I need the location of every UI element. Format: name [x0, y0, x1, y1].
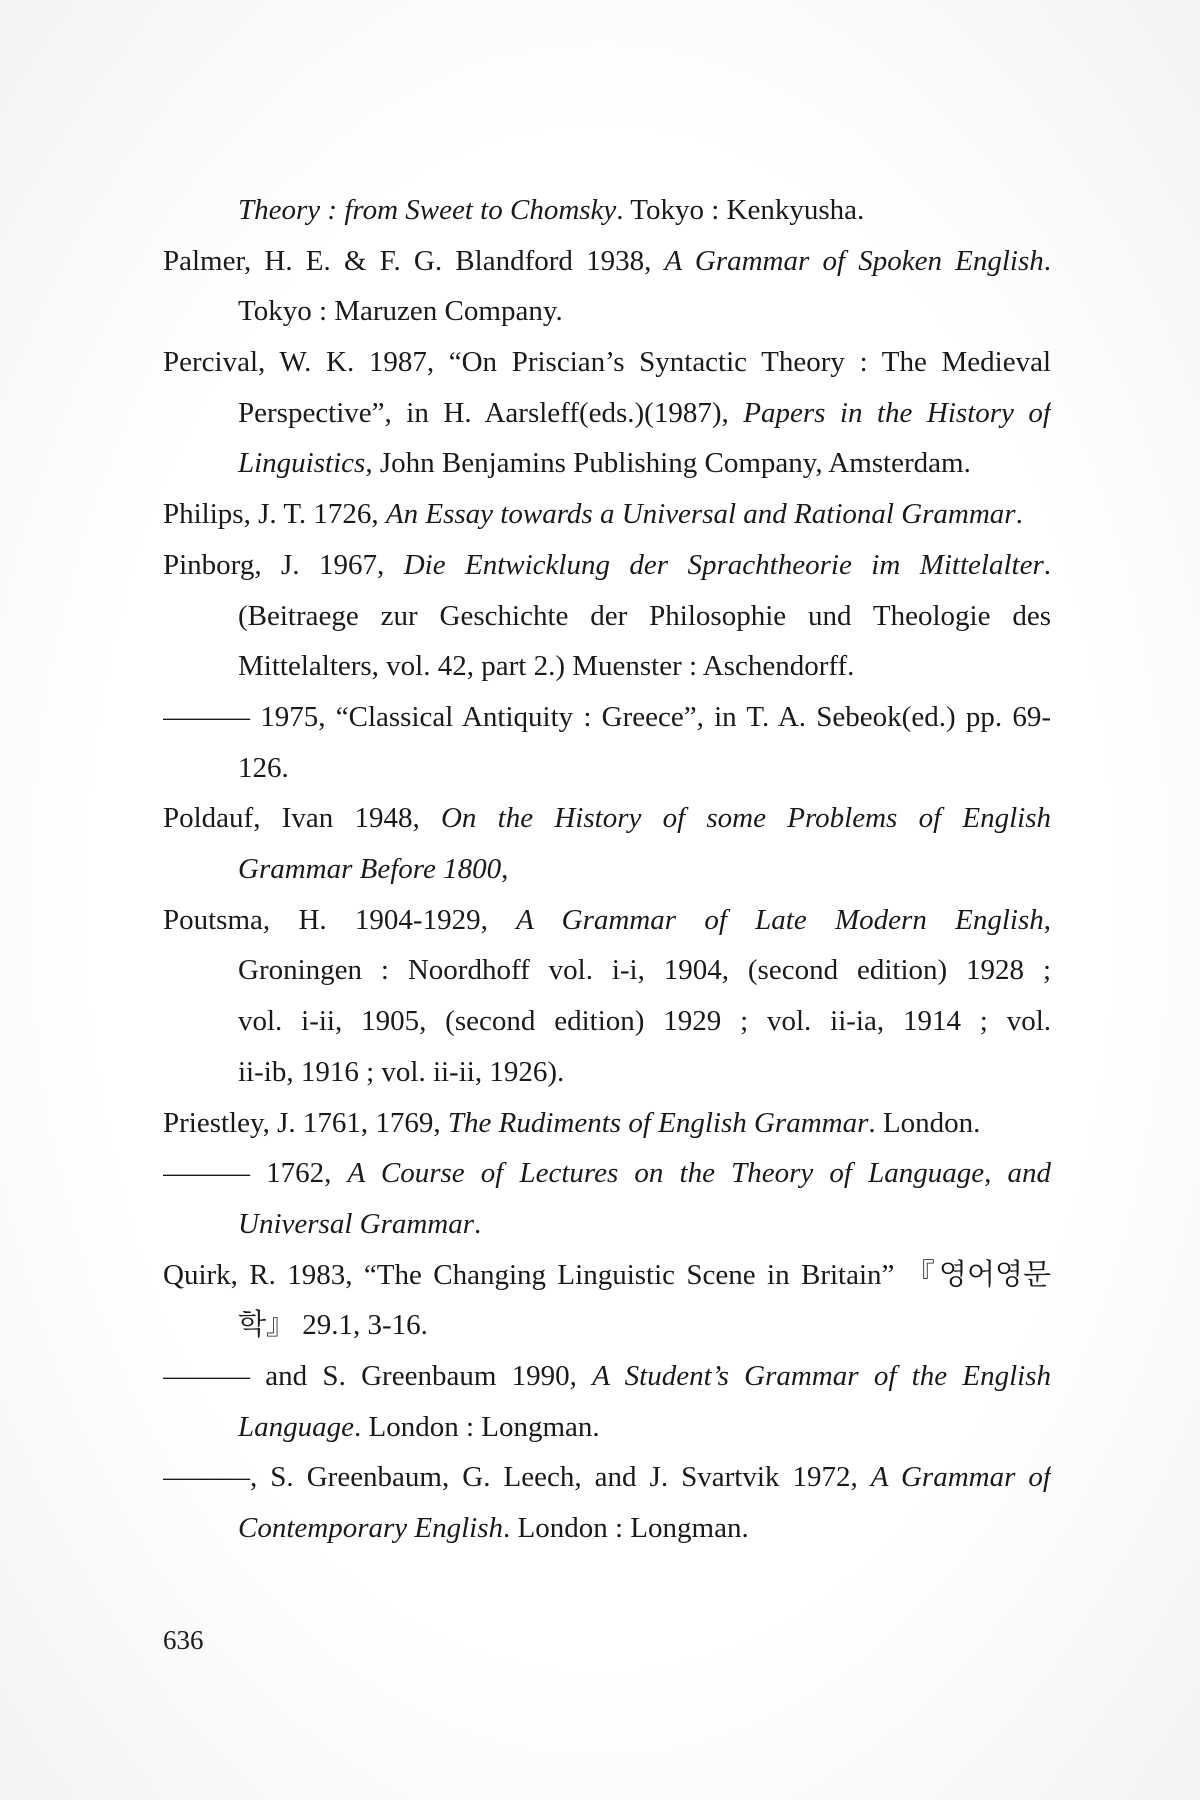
reference-text: . — [1043, 244, 1051, 277]
reference-text: Percival, W. K. 1987, “On Priscian’s Syntactic Theory : The Medieval — [163, 346, 1051, 379]
reference-text: Poldauf, Ivan 1948, — [163, 802, 441, 835]
reference-text: . London. — [868, 1106, 981, 1139]
reference-text: 학』 29.1, 3-16. — [238, 1309, 428, 1342]
reference-line — [163, 1047, 1051, 1098]
italic-title-text: On the History of some Problems of English — [440, 802, 1051, 835]
reference-text: Pinborg, J. 1967, — [163, 548, 404, 581]
reference-text: ———, S. Greenbaum, G. Leech, and J. Svartvik 1972, — [163, 1461, 871, 1494]
reference-text: Quirk, R. 1983, “The Changing Linguistic Scene in Britain” 『영어영문 — [163, 1258, 1051, 1291]
reference-line — [163, 743, 1051, 794]
reference-line — [163, 1452, 1051, 1503]
reference-text: , — [1043, 903, 1051, 936]
italic-title-text: Grammar Before 1800 — [238, 853, 502, 886]
reference-text: (Beitraege zur Geschichte der Philosophie und Theologie des — [238, 599, 1051, 632]
italic-title-text: Linguistics — [238, 447, 366, 480]
reference-text: vol. i-ii, 1905, (second edition) 1929 ; vol. ii-ia, 1914 ; vol. — [238, 1005, 1051, 1038]
reference-line — [163, 996, 1051, 1047]
reference-text: , — [501, 853, 509, 886]
reference-text: ——— 1762, — [163, 1157, 348, 1190]
page-number: 636 — [163, 1625, 204, 1655]
reference-text: Poutsma, H. 1904-1929, — [163, 903, 517, 936]
reference-text: Palmer, H. E. & F. G. Blandford 1938, — [163, 244, 665, 277]
reference-line — [163, 185, 1051, 236]
italic-title-text: A Student’s Grammar of the English — [592, 1359, 1051, 1392]
reference-text: . London : Longman. — [354, 1410, 600, 1443]
reference-line — [163, 388, 1051, 439]
reference-text: Perspective”, in H. Aarsleff(eds.)(1987), — [238, 396, 744, 429]
reference-text: ii-ib, 1916 ; vol. ii-ii, 1926). — [238, 1055, 565, 1088]
italic-title-text: A Grammar of Late Modern English — [516, 903, 1044, 936]
reference-line — [163, 540, 1051, 591]
reference-line — [163, 1300, 1051, 1351]
italic-title-text: A Course of Lectures on the Theory of Language, and — [347, 1157, 1051, 1190]
reference-text: Groningen : Noordhoff vol. i-i, 1904, (second edition) 1928 ; — [238, 954, 1051, 987]
reference-line — [163, 844, 1051, 895]
italic-title-text: Contemporary English — [238, 1512, 504, 1545]
italic-title-text: Universal Grammar — [238, 1207, 475, 1240]
reference-line — [163, 1250, 1051, 1301]
reference-text: ——— 1975, “Classical Antiquity : Greece”, in T. A. Sebeok(ed.) pp. 69- — [163, 700, 1051, 733]
reference-text: Priestley, J. 1761, 1769, — [163, 1106, 448, 1139]
reference-line — [163, 692, 1051, 743]
italic-title-text: Language — [238, 1410, 354, 1443]
reference-line — [163, 591, 1051, 642]
reference-text: . — [1043, 548, 1051, 581]
reference-text: . — [1015, 498, 1023, 531]
italic-title-text: Die Entwicklung der Sprachtheorie im Mittelalter — [403, 548, 1044, 581]
reference-line — [163, 236, 1051, 287]
italic-title-text: The Rudiments of English Grammar — [447, 1106, 869, 1139]
italic-title-text: Theory : from Sweet to Chomsky — [238, 194, 617, 226]
reference-line — [163, 1402, 1051, 1453]
reference-line — [163, 895, 1051, 946]
reference-text: Mittelalters, vol. 42, part 2.) Muenster : Aschendorff. — [238, 650, 855, 683]
reference-line — [163, 1199, 1051, 1250]
reference-text: , John Benjamins Publishing Company, Amsterdam. — [365, 447, 971, 480]
reference-text: 126. — [238, 751, 289, 784]
italic-title-text: An Essay towards a Universal and Rational Grammar — [385, 498, 1016, 531]
italic-title-text: A Grammar of Spoken English — [664, 244, 1044, 277]
bibliography-list — [163, 185, 1051, 1554]
reference-line — [163, 489, 1051, 540]
reference-text: Tokyo : Maruzen Company. — [238, 295, 563, 328]
reference-line — [163, 1098, 1051, 1149]
reference-line — [163, 1503, 1051, 1554]
italic-title-text: Papers in the History of — [743, 396, 1051, 429]
reference-text: . London : Longman. — [503, 1512, 749, 1545]
italic-title-text: A Grammar of — [870, 1461, 1051, 1494]
reference-text: . — [474, 1207, 482, 1240]
reference-text: Philips, J. T. 1726, — [163, 498, 386, 531]
reference-line — [163, 793, 1051, 844]
reference-line — [163, 1148, 1051, 1199]
reference-line — [163, 641, 1051, 692]
reference-line — [163, 337, 1051, 388]
reference-line — [163, 1351, 1051, 1402]
reference-line — [163, 286, 1051, 337]
reference-line — [163, 945, 1051, 996]
reference-text: ——— and S. Greenbaum 1990, — [163, 1359, 593, 1392]
reference-text: . Tokyo : Kenkyusha. — [616, 194, 865, 226]
reference-line — [163, 438, 1051, 489]
